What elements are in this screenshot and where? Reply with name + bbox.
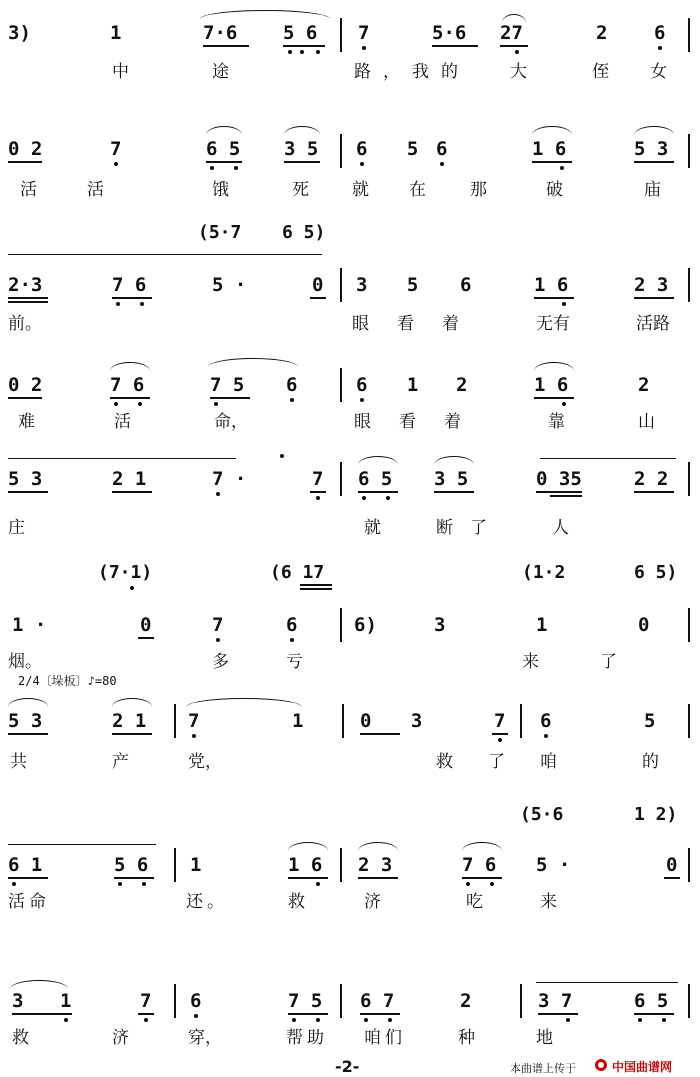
note: 7 6 bbox=[112, 274, 147, 296]
underline bbox=[210, 397, 250, 399]
lyric: 济 bbox=[112, 1028, 129, 1048]
barline bbox=[174, 984, 176, 1018]
dot bbox=[386, 496, 390, 500]
lyric: 山 bbox=[638, 412, 655, 432]
note: 3 bbox=[12, 990, 24, 1012]
barline bbox=[520, 704, 522, 738]
underline bbox=[310, 491, 326, 493]
underline bbox=[536, 491, 582, 493]
dot bbox=[316, 1018, 320, 1022]
underline bbox=[8, 877, 48, 879]
underline bbox=[138, 637, 154, 639]
lyric: 路，我的 bbox=[354, 62, 470, 82]
slur bbox=[200, 10, 330, 19]
note: 5·6 bbox=[432, 22, 467, 44]
dot bbox=[290, 398, 294, 402]
slur bbox=[110, 362, 150, 371]
dot bbox=[360, 162, 364, 166]
underline bbox=[432, 45, 478, 47]
lyric: 活路 bbox=[636, 314, 670, 334]
note: 6) bbox=[354, 614, 377, 636]
barline bbox=[688, 984, 690, 1018]
lyric: 破 bbox=[546, 180, 563, 200]
underline bbox=[114, 877, 154, 879]
dot bbox=[290, 638, 294, 642]
underline bbox=[284, 161, 320, 163]
lyric: 了 bbox=[488, 752, 505, 772]
barline bbox=[342, 704, 344, 738]
dot bbox=[114, 162, 118, 166]
tie bbox=[8, 844, 156, 851]
lyric: 烟。 bbox=[8, 652, 42, 672]
lyric: 庄 bbox=[8, 518, 25, 538]
underline bbox=[283, 45, 325, 47]
slur bbox=[8, 698, 48, 707]
underline bbox=[8, 733, 48, 735]
lyric: 那 bbox=[470, 180, 487, 200]
barline bbox=[688, 18, 690, 52]
underline bbox=[288, 1013, 328, 1015]
lyric: 党， bbox=[188, 752, 222, 772]
underline bbox=[634, 297, 674, 299]
slur bbox=[534, 362, 574, 371]
tie bbox=[540, 458, 676, 465]
slur bbox=[10, 980, 68, 989]
lyric: 大 bbox=[510, 62, 527, 82]
lyric: 穿， bbox=[188, 1028, 222, 1048]
slur bbox=[186, 698, 302, 707]
lyric: 帮助 bbox=[286, 1028, 328, 1048]
site-name: 中国曲谱网 bbox=[612, 1060, 673, 1074]
lyric: 庙 bbox=[644, 180, 661, 200]
note: 2 1 bbox=[112, 468, 147, 490]
barline bbox=[340, 848, 342, 882]
lyric: 救 bbox=[436, 752, 453, 772]
underline bbox=[112, 491, 152, 493]
note: 6 bbox=[286, 614, 298, 636]
dot bbox=[316, 496, 320, 500]
score-row-2 bbox=[0, 110, 700, 220]
note: 6 5 bbox=[358, 468, 393, 490]
note: 1 6 bbox=[288, 854, 323, 876]
note: 1 6 bbox=[534, 374, 569, 396]
note: 5 · bbox=[536, 854, 571, 876]
barline bbox=[688, 268, 690, 302]
dot bbox=[316, 50, 320, 54]
note: 6 bbox=[286, 374, 298, 396]
dot bbox=[216, 492, 220, 496]
note: 0 bbox=[666, 854, 678, 876]
note: 1 bbox=[292, 710, 304, 732]
dot bbox=[214, 402, 218, 406]
note: 7 bbox=[110, 138, 122, 160]
lyric: 前。 bbox=[8, 314, 42, 334]
note: 2 bbox=[456, 374, 468, 396]
dot bbox=[292, 1018, 296, 1022]
dot bbox=[280, 454, 284, 458]
dot bbox=[562, 402, 566, 406]
note: 1 6 bbox=[534, 274, 569, 296]
interlude-mark: (1·2 bbox=[522, 562, 566, 583]
note: 1 bbox=[536, 614, 548, 636]
dot bbox=[638, 1018, 642, 1022]
dot bbox=[194, 1014, 198, 1018]
lyric: 饿 bbox=[212, 180, 229, 200]
note: 1 bbox=[60, 990, 72, 1012]
note: 1 bbox=[190, 854, 202, 876]
note: 7 bbox=[212, 614, 224, 636]
note: 7 bbox=[312, 468, 324, 490]
note: 2 1 bbox=[112, 710, 147, 732]
slur bbox=[206, 126, 242, 135]
tempo-marking: 2/4〔垛板〕♪=80 bbox=[18, 674, 117, 688]
underline bbox=[360, 733, 400, 735]
dot bbox=[362, 46, 366, 50]
underline bbox=[534, 297, 574, 299]
slur bbox=[532, 126, 572, 135]
dot bbox=[114, 402, 118, 406]
dot bbox=[364, 1018, 368, 1022]
underline bbox=[634, 1013, 674, 1015]
dot bbox=[234, 166, 238, 170]
barline bbox=[340, 134, 342, 168]
site-logo-icon bbox=[594, 1058, 608, 1072]
tie bbox=[8, 254, 322, 261]
underline bbox=[664, 877, 680, 879]
lyric: 多 bbox=[212, 652, 229, 672]
barline bbox=[688, 704, 690, 738]
note: 2 bbox=[638, 374, 650, 396]
note: 2 bbox=[596, 22, 608, 44]
underline bbox=[462, 877, 502, 879]
lyric: 途 bbox=[212, 62, 229, 82]
dot bbox=[140, 302, 144, 306]
note: 6 1 bbox=[356, 374, 433, 396]
lyric: 吃 bbox=[466, 892, 483, 912]
lyric: 难 bbox=[18, 412, 35, 432]
underline bbox=[534, 397, 574, 399]
barline bbox=[688, 848, 690, 882]
slur bbox=[288, 842, 328, 851]
note: 0 35 bbox=[536, 468, 582, 490]
dot bbox=[116, 302, 120, 306]
underline bbox=[206, 161, 242, 163]
interlude-mark: (6 17 bbox=[270, 562, 325, 583]
note: 7 bbox=[494, 710, 506, 732]
score-row-6 bbox=[0, 556, 700, 672]
note: 5 6 bbox=[114, 854, 149, 876]
tie bbox=[536, 982, 678, 989]
lyric: 人 bbox=[552, 518, 569, 538]
note: 2 3 bbox=[358, 854, 393, 876]
dot bbox=[144, 1018, 148, 1022]
barline bbox=[340, 268, 342, 302]
interlude-mark: (5·6 bbox=[520, 804, 564, 825]
dot bbox=[498, 738, 502, 742]
lyric: 来 bbox=[540, 892, 557, 912]
dot bbox=[490, 882, 494, 886]
barline bbox=[340, 462, 342, 496]
underline bbox=[360, 1013, 400, 1015]
barline bbox=[174, 704, 176, 738]
slur bbox=[358, 842, 398, 851]
underline bbox=[634, 161, 674, 163]
underline bbox=[8, 397, 42, 399]
dot bbox=[192, 734, 196, 738]
slur bbox=[112, 698, 152, 707]
underline bbox=[358, 491, 398, 493]
lyric: 活命 bbox=[8, 892, 50, 912]
score-row-7 bbox=[0, 668, 700, 778]
note: 5 bbox=[644, 710, 656, 732]
dot bbox=[138, 402, 142, 406]
underline bbox=[300, 588, 332, 590]
score-row-4 bbox=[0, 338, 700, 448]
lyric: 咱们 bbox=[364, 1028, 406, 1048]
note: 7 bbox=[188, 710, 200, 732]
slur bbox=[434, 456, 474, 465]
barline bbox=[340, 18, 342, 52]
lyric: 种 bbox=[458, 1028, 475, 1048]
lyric: 就 bbox=[364, 518, 381, 538]
note: 5 3 bbox=[8, 710, 43, 732]
slur bbox=[284, 126, 320, 135]
note: 3 5 bbox=[284, 138, 319, 160]
barline bbox=[340, 608, 342, 642]
lyric: 死 bbox=[292, 180, 309, 200]
dot bbox=[388, 1018, 392, 1022]
note: 2 bbox=[460, 990, 472, 1012]
underline bbox=[112, 297, 152, 299]
note: 2·3 bbox=[8, 274, 43, 296]
note: 27 bbox=[500, 22, 523, 44]
dot bbox=[288, 50, 292, 54]
slur bbox=[634, 126, 674, 135]
dot bbox=[362, 496, 366, 500]
underline bbox=[112, 733, 152, 735]
underline bbox=[550, 495, 582, 497]
barline bbox=[340, 368, 342, 402]
lyric: 了 bbox=[600, 652, 617, 672]
lyric: 来 bbox=[522, 652, 539, 672]
dot bbox=[64, 1018, 68, 1022]
note: 3 5 bbox=[356, 274, 433, 296]
barline bbox=[688, 134, 690, 168]
note: 2 2 bbox=[634, 468, 669, 490]
note: 5 3 bbox=[634, 138, 669, 160]
lyric: 共 bbox=[10, 752, 27, 772]
note: 5 · bbox=[212, 274, 247, 296]
barline bbox=[688, 608, 690, 642]
underline bbox=[300, 584, 332, 586]
note: 5 6 bbox=[283, 22, 318, 44]
note: 1 · bbox=[12, 614, 47, 636]
underline bbox=[8, 297, 48, 299]
note: 3 7 bbox=[538, 990, 573, 1012]
score-row-3 bbox=[0, 218, 700, 334]
lyric: 地 bbox=[536, 1028, 553, 1048]
note: 6 bbox=[460, 274, 472, 296]
barline bbox=[174, 848, 176, 882]
score-row-5 bbox=[0, 446, 700, 556]
note: 1 bbox=[110, 22, 122, 44]
lyric: 了 bbox=[470, 518, 487, 538]
dot bbox=[360, 398, 364, 402]
note: 7 6 bbox=[110, 374, 145, 396]
underline bbox=[8, 301, 48, 303]
dot bbox=[566, 1018, 570, 1022]
note: 7·6 bbox=[203, 22, 238, 44]
barline bbox=[688, 462, 690, 496]
dot bbox=[210, 166, 214, 170]
dot bbox=[515, 50, 519, 54]
note: 7 bbox=[358, 22, 370, 44]
lyric: 侄 bbox=[592, 62, 609, 82]
score-row-1 bbox=[0, 0, 700, 110]
interlude-mark: 6 5) bbox=[282, 222, 326, 243]
note: 0 3 bbox=[360, 710, 437, 732]
note: 6 bbox=[540, 710, 552, 732]
upload-note: 本曲谱上传于 bbox=[510, 1062, 576, 1075]
lyric: 女 bbox=[650, 62, 667, 82]
note: 3) bbox=[8, 22, 31, 44]
dot bbox=[440, 162, 444, 166]
dot bbox=[316, 882, 320, 886]
tie bbox=[8, 458, 236, 465]
note: 6 bbox=[190, 990, 202, 1012]
dot bbox=[560, 166, 564, 170]
dot bbox=[216, 638, 220, 642]
note: 6 5 bbox=[356, 138, 433, 160]
note: 0 2 bbox=[8, 374, 43, 396]
dot bbox=[130, 586, 134, 590]
lyric: 救 bbox=[288, 892, 305, 912]
underline bbox=[8, 161, 42, 163]
dot bbox=[662, 1018, 666, 1022]
note: 6 1 bbox=[8, 854, 43, 876]
lyric: 断 bbox=[436, 518, 453, 538]
dot bbox=[562, 302, 566, 306]
interlude-mark: 1 2) bbox=[634, 804, 678, 825]
underline bbox=[538, 1013, 578, 1015]
note: 7 · bbox=[212, 468, 247, 490]
lyric: 无有 bbox=[536, 314, 570, 334]
page-number: -2- bbox=[335, 1057, 360, 1076]
lyric: 靠 bbox=[548, 412, 565, 432]
interlude-mark: 6 5) bbox=[634, 562, 678, 583]
dot bbox=[142, 882, 146, 886]
lyric: 就在 bbox=[352, 180, 466, 200]
note: 6 7 bbox=[360, 990, 395, 1012]
score-row-8 bbox=[0, 800, 700, 910]
lyric: 产 bbox=[112, 752, 129, 772]
underline bbox=[138, 1013, 154, 1015]
lyric: 活活 bbox=[20, 180, 154, 200]
lyric: 的 bbox=[642, 752, 659, 772]
underline bbox=[634, 491, 674, 493]
note: 7 bbox=[140, 990, 152, 1012]
note: 3 bbox=[434, 614, 446, 636]
lyric: 还。 bbox=[186, 892, 228, 912]
note: 7 6 bbox=[462, 854, 497, 876]
note: 2 3 bbox=[634, 274, 669, 296]
note: 7 5 bbox=[210, 374, 245, 396]
underline bbox=[532, 161, 572, 163]
underline bbox=[12, 1013, 72, 1015]
underline bbox=[110, 397, 150, 399]
note: 6 bbox=[654, 22, 666, 44]
note: 5 3 bbox=[8, 468, 43, 490]
slur bbox=[208, 358, 298, 367]
note: 0 bbox=[140, 614, 152, 636]
dot bbox=[466, 882, 470, 886]
underline bbox=[500, 45, 528, 47]
slur bbox=[358, 456, 398, 465]
underline bbox=[434, 491, 474, 493]
underline bbox=[203, 45, 249, 47]
barline bbox=[520, 984, 522, 1018]
lyric: 救 bbox=[12, 1028, 29, 1048]
note: 6 5 bbox=[206, 138, 241, 160]
underline bbox=[310, 297, 326, 299]
lyric: 眼看着 bbox=[354, 412, 489, 432]
dot bbox=[658, 46, 662, 50]
underline bbox=[492, 733, 508, 735]
underline bbox=[8, 491, 48, 493]
interlude-mark: (5·7 bbox=[198, 222, 242, 243]
note: 0 bbox=[638, 614, 650, 636]
lyric: 中 bbox=[112, 62, 129, 82]
lyric: 眼看着 bbox=[352, 314, 487, 334]
dot bbox=[118, 882, 122, 886]
note: 6 5 bbox=[634, 990, 669, 1012]
note: 7 5 bbox=[288, 990, 323, 1012]
slur bbox=[462, 842, 502, 851]
lyric: 济 bbox=[364, 892, 381, 912]
note: 6 bbox=[436, 138, 448, 160]
dot bbox=[544, 734, 548, 738]
note: 3 5 bbox=[434, 468, 469, 490]
lyric: 活 bbox=[114, 412, 131, 432]
underline bbox=[358, 877, 398, 879]
barline bbox=[340, 984, 342, 1018]
dot bbox=[300, 50, 304, 54]
lyric: 命， bbox=[214, 412, 248, 432]
note: 1 6 bbox=[532, 138, 567, 160]
score-row-9 bbox=[0, 946, 700, 1056]
underline bbox=[288, 877, 328, 879]
interlude-mark: (7·1) bbox=[98, 562, 153, 583]
lyric: 亏 bbox=[286, 652, 303, 672]
dot bbox=[12, 882, 16, 886]
note: 0 2 bbox=[8, 138, 43, 160]
note: 0 bbox=[312, 274, 324, 296]
lyric: 咱 bbox=[540, 752, 557, 772]
